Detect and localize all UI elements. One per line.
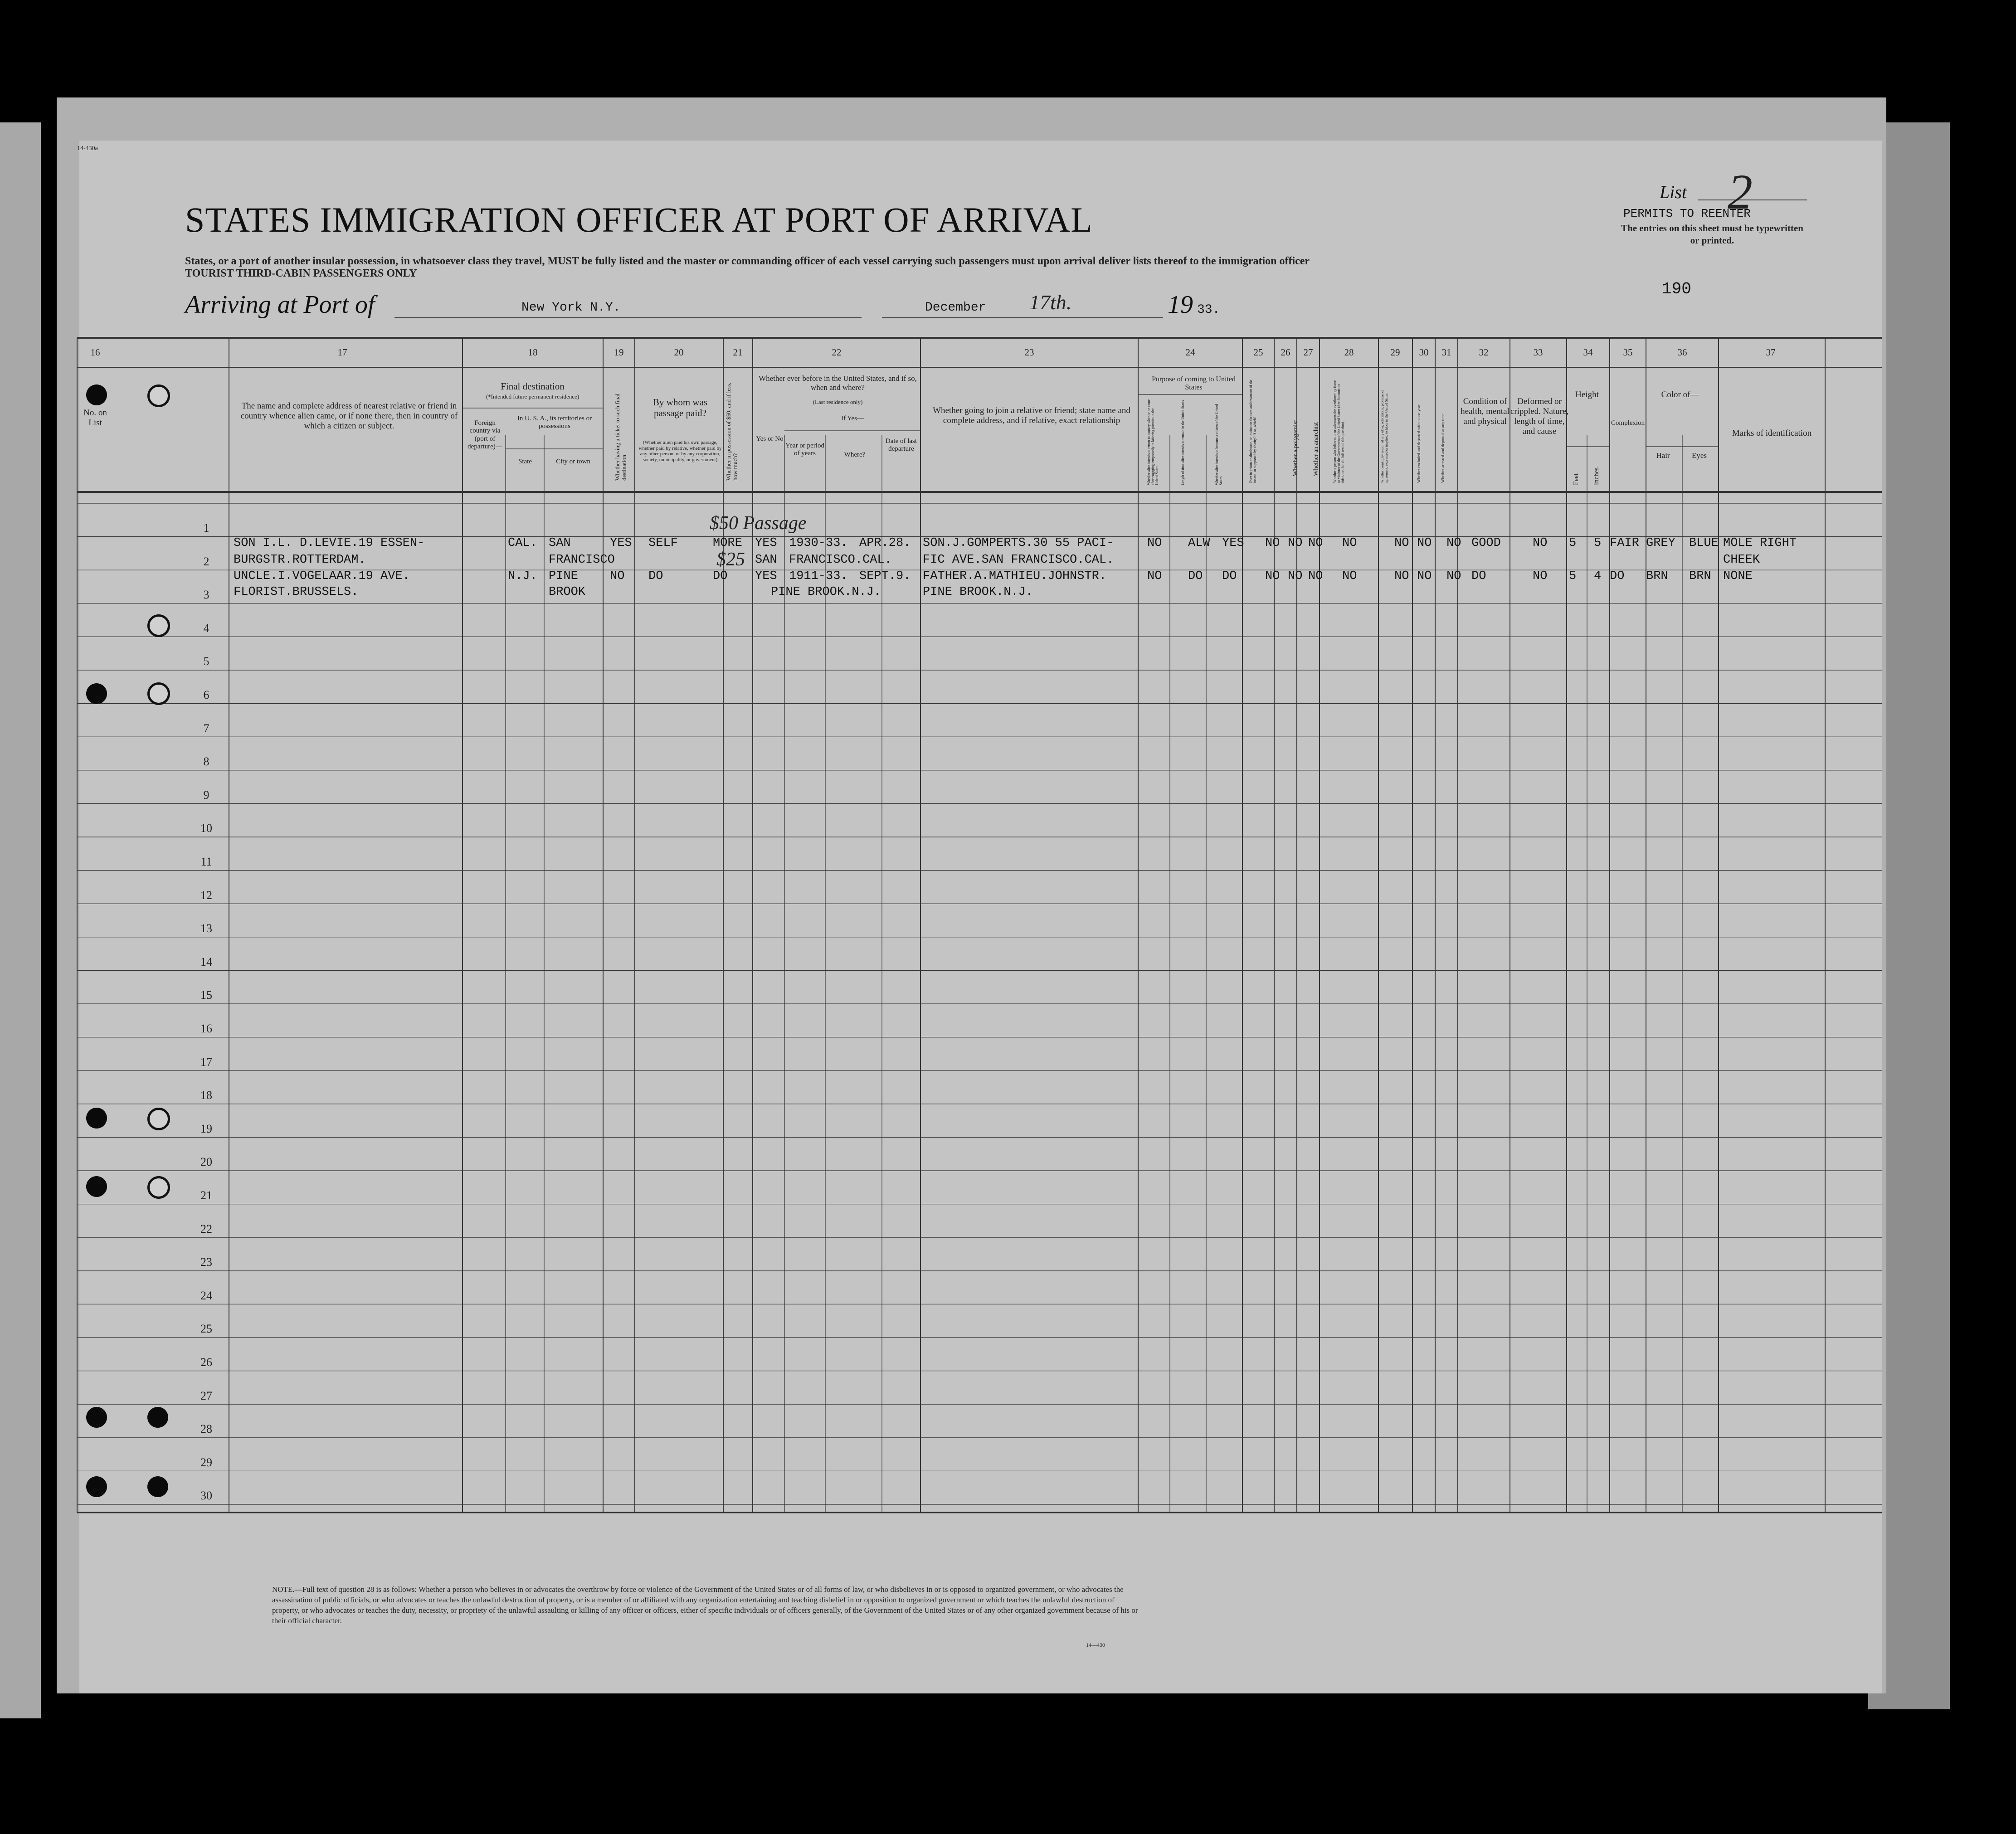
column-number: 36 [1677, 347, 1687, 358]
class-line: TOURIST THIRD-CABIN PASSENGERS ONLY [185, 268, 417, 279]
row-number: 28 [200, 1422, 212, 1436]
entry-c36-eyes: BRN [1689, 569, 1711, 583]
row-number: 18 [200, 1089, 212, 1102]
col36-header: Color of— [1661, 390, 1699, 399]
entry-c22-date: SEPT.9. [859, 569, 911, 583]
row-number: 9 [203, 788, 209, 802]
binder-hole-ring [147, 1176, 170, 1199]
page-stamp: 190 [1662, 280, 1691, 298]
entry-c17: FLORIST.BRUSSELS. [234, 585, 359, 599]
column-number: 26 [1281, 347, 1290, 358]
entry-c32: GOOD [1471, 536, 1501, 550]
row-number: 23 [200, 1255, 212, 1269]
col35-header: Complexion [1611, 419, 1645, 427]
row-number: 22 [200, 1222, 212, 1236]
entry-c27: NO [1308, 536, 1323, 550]
entry-c18-city: SAN [549, 536, 571, 550]
row-number: 21 [200, 1189, 212, 1202]
row-number: 4 [203, 621, 209, 635]
entry-c19: YES [610, 536, 632, 550]
row-number: 16 [200, 1022, 212, 1035]
entry-c18-city: PINE [549, 569, 578, 583]
col18-subheader: (*Intended future permanent residence) [486, 393, 579, 400]
column-number: 31 [1441, 347, 1451, 358]
entry-c23: FATHER.A.MATHIEU.JOHNSTR. [923, 569, 1107, 583]
col17-header: The name and complete address of nearest relative or friend in country whence alien came, or if none there, then in country of which a citizen or subject. [240, 401, 458, 431]
entry-c30: NO [1417, 536, 1432, 550]
typewritten-instructions: The entries on this sheet must be typewritten or printed. [1621, 223, 1803, 246]
col22-date-header: Date of last departure [885, 438, 917, 453]
list-label: List [1660, 182, 1687, 202]
col18-usa-header: In U. S. A., its territories or possessions [517, 415, 592, 430]
entry-c31: NO [1446, 569, 1461, 583]
entry-c36-hair: GREY [1646, 536, 1675, 550]
entry-c26: NO [1288, 536, 1303, 550]
entry-c34-in: 4 [1594, 569, 1602, 583]
page-title: STATES IMMIGRATION OFFICER AT PORT OF ARRIVAL [185, 200, 1093, 239]
entry-c22-years: PINE BROOK.N.J. [771, 585, 881, 599]
entry-c17: UNCLE.I.VOGELAAR.19 AVE. [234, 569, 410, 583]
col34-inches-header: Inches [1593, 467, 1600, 485]
entry-c18-state: CAL. [508, 536, 537, 550]
entry-c27: NO [1308, 569, 1323, 583]
entry-c28: NO [1342, 569, 1357, 583]
footer-form-code: 14—430 [1086, 1642, 1105, 1648]
col34-header: Height [1575, 390, 1599, 399]
column-number: 16 [90, 347, 100, 358]
binder-hole [86, 1407, 107, 1428]
binder-hole-ring [147, 384, 170, 407]
binder-hole [86, 1176, 107, 1197]
entry-c24-a: NO [1147, 536, 1162, 550]
handwritten-amount-note: $25 [716, 549, 745, 570]
row-number: 17 [200, 1055, 212, 1069]
entry-c18-city: FRANCISCO [549, 553, 615, 567]
entry-c35: FAIR [1610, 536, 1639, 550]
entry-c26: NO [1288, 569, 1303, 583]
entry-c22-yn: YES [755, 569, 777, 583]
entry-c29: NO [1394, 536, 1409, 550]
page-subtitle: States, or a port of another insular possession, in whatsoever class they travel, MUST be fully listed and the master or commanding officer of each vessel carrying such passengers must upon arrival deliver lists thereof to the immigration officer [185, 255, 1310, 267]
row-number: 6 [203, 688, 209, 701]
col25-header: Ever in prison or almshouse, or institution for care and treatment of the insane, or supported by charity? If so, which? [1249, 379, 1257, 483]
col18-city-header: City or town [556, 458, 590, 465]
entry-c22-years: 1930-33. [789, 536, 848, 550]
row-number: 20 [200, 1155, 212, 1169]
entry-c22-yn: SAN [755, 553, 777, 567]
col20-header: By whom was passage paid? [653, 397, 708, 419]
entry-c23: PINE BROOK.N.J. [923, 585, 1033, 599]
entry-c24-b: ALW [1188, 536, 1210, 550]
col24-return-header: Whether alien intends to return to country whence he came after engaging temporarily in laboring pursuits in the United States [1147, 399, 1159, 485]
entry-c20: SELF [648, 536, 678, 550]
row-number: 12 [200, 888, 212, 902]
entry-c36-eyes: BLUE [1689, 536, 1719, 550]
entry-c22-yn: YES [755, 536, 777, 550]
entry-c37: MOLE RIGHT [1723, 536, 1797, 550]
entry-c23: FIC AVE.SAN FRANCISCO.CAL. [923, 553, 1114, 567]
col36-hair-header: Hair [1656, 451, 1670, 460]
col23-header: Whether going to join a relative or friend; state name and complete address, and if relative, exact relationship [933, 406, 1130, 425]
col20-subheader: (Whether alien paid his own passage, whether paid by relative, whether paid by any other person, or by any corporation, society, municipality, or government) [638, 440, 722, 462]
row-number: 3 [203, 588, 209, 602]
row-number: 15 [200, 988, 212, 1002]
permits-label: PERMITS TO REENTER [1623, 207, 1751, 220]
entry-c24-c: DO [1222, 569, 1237, 583]
row-number: 1 [203, 521, 209, 535]
arrival-month: December [925, 301, 986, 315]
column-number: 34 [1583, 347, 1593, 358]
entry-c33: NO [1533, 536, 1548, 550]
entry-c17: SON I.L. D.LEVIE.19 ESSEN- [234, 536, 425, 550]
col30-header: Whether excluded and deported within one year [1417, 404, 1421, 483]
column-number: 20 [674, 347, 684, 358]
col22-years-header: Year or period of years [785, 442, 824, 457]
entry-c28: NO [1342, 536, 1357, 550]
col28-header: Whether a person who believes in or advocates the overthrow by force or violence of the Government of the United States (See footnote on this sheet for the full text of this question) [1333, 380, 1345, 483]
binder-hole [86, 1108, 107, 1129]
column-number: 33 [1533, 347, 1543, 358]
row-number: 30 [200, 1489, 212, 1503]
column-number: 21 [733, 347, 743, 358]
col22-subheader: (Last residence only) [813, 399, 863, 405]
list-number: 2 [1728, 164, 1753, 219]
binder-hole-ring [147, 682, 170, 705]
entry-c22-years: 1911-33. [789, 569, 848, 583]
col22-where-header: Where? [844, 451, 866, 458]
row-number: 26 [200, 1356, 212, 1369]
col18-state-header: State [518, 458, 532, 465]
entry-c24-a: NO [1147, 569, 1162, 583]
entry-c29: NO [1394, 569, 1409, 583]
binder-hole [86, 1476, 107, 1497]
entry-c17: BURGSTR.ROTTERDAM. [234, 553, 366, 567]
arrival-day: 17th. [1029, 291, 1072, 314]
entry-c37: NONE [1723, 569, 1753, 583]
row-number: 5 [203, 655, 209, 668]
entry-c23: SON.J.GOMPERTS.30 55 PACI- [923, 536, 1114, 550]
row-number: 10 [200, 822, 212, 835]
row-number: 27 [200, 1389, 212, 1402]
column-number: 29 [1390, 347, 1400, 358]
entry-c36-hair: BRN [1646, 569, 1668, 583]
entry-c25: NO [1265, 536, 1280, 550]
entry-c33: NO [1533, 569, 1548, 583]
row-number: 13 [200, 922, 212, 935]
col27-header: Whether an anarchist [1313, 422, 1320, 476]
entry-c22-years: FRANCISCO.CAL. [789, 553, 892, 567]
binder-hole-ring [147, 1108, 170, 1130]
entry-c34-in: 5 [1594, 536, 1602, 550]
entry-c24-c: YES [1222, 536, 1244, 550]
col-no-on-list-header: No. on List [83, 408, 107, 428]
entry-c18-state: N.J. [508, 569, 537, 583]
entry-c21: DO [713, 569, 728, 583]
column-number: 19 [614, 347, 624, 358]
col24-length-header: Length of time alien intends to remain in the United States [1181, 400, 1185, 485]
column-number: 18 [528, 347, 538, 358]
col22-ifyes-header: If Yes— [841, 415, 864, 422]
entry-c31: NO [1446, 536, 1461, 550]
col24-header: Purpose of coming to United States [1152, 375, 1236, 392]
col31-header: Whether arrested and deported at any time [1441, 414, 1445, 483]
col34-feet-header: Feet [1573, 473, 1580, 485]
column-number: 28 [1344, 347, 1354, 358]
col29-header: Whether coming by reason of any offer, solicitation, promise, or agreement, expressed or implied, to labor in the United States [1380, 389, 1388, 483]
binder-hole-ring [147, 614, 170, 637]
arrival-port: New York N.Y. [521, 301, 621, 315]
column-number: 22 [832, 347, 842, 358]
col33-header: Deformed or crippled. Nature, length of time, and cause [1510, 397, 1569, 436]
column-number: 24 [1185, 347, 1195, 358]
year-prefix: 19 [1168, 291, 1193, 319]
row-number: 25 [200, 1322, 212, 1336]
entry-c20: DO [648, 569, 663, 583]
row-number: 19 [200, 1122, 212, 1135]
entry-c30: NO [1417, 569, 1432, 583]
entry-c37: CHEEK [1723, 553, 1760, 567]
arriving-label: Arriving at Port of [185, 291, 375, 319]
entry-c24-b: DO [1188, 569, 1203, 583]
binder-hole [86, 683, 107, 704]
entry-c34-ft: 5 [1569, 569, 1577, 583]
row-number: 7 [203, 721, 209, 735]
col18-header: Final destination [501, 381, 565, 392]
binder-hole [147, 1476, 168, 1497]
column-number: 25 [1253, 347, 1263, 358]
column-number: 32 [1479, 347, 1489, 358]
entry-c35: DO [1610, 569, 1625, 583]
col22-yesno-header: Yes or No [756, 435, 784, 443]
year-suffix: 33. [1197, 303, 1220, 317]
column-number: 17 [337, 347, 347, 358]
binder-hole [147, 1407, 168, 1428]
column-number: 37 [1766, 347, 1776, 358]
entry-c21: MORE [713, 536, 742, 550]
handwritten-passage-note: $50 Passage [710, 513, 807, 534]
row-number: 14 [200, 955, 212, 968]
column-number: 23 [1024, 347, 1034, 358]
col24-citizen-header: Whether alien intends to become a citizen of the United States [1215, 404, 1223, 485]
col26-header: Whether a polygamist [1292, 420, 1299, 476]
col32-header: Condition of health, mental and physical [1461, 397, 1510, 426]
entry-c19: NO [610, 569, 625, 583]
col18-foreign-header: Foreign country via (port of departure)— [467, 419, 502, 450]
entry-c18-city: BROOK [549, 585, 586, 599]
col22-header: Whether ever before in the United States, and if so, when and where? [759, 374, 917, 392]
entry-c32: DO [1471, 569, 1486, 583]
entry-c22-date: APR.28. [859, 536, 911, 550]
row-number: 29 [200, 1455, 212, 1469]
col19-header: Whether having a ticket to such final destination [614, 393, 628, 481]
row-number: 2 [203, 555, 209, 568]
footnote-question-28: NOTE.—Full text of question 28 is as follows: Whether a person who believes in or advocates the overthrow by force or violence of the Government of the United States or of all forms of law, or who disbelieves in or is opposed to organized government, or who advocates the assassination of public officials, or who advocates or teaches the unlawful destruction of property, or is a member of or affiliated with any organization entertaining and teaching disbelief in or opposition to organized government or which teaches the unlawful destruction of property, or who advocates or teaches the duty, necessity, or propriety of the unlawful assaulting or killing of any officer or officers, either of specific individuals or of officers generally, of the Government of the United States or of any other organized government because of his or their official character. [272, 1585, 1138, 1625]
column-number: 30 [1419, 347, 1429, 358]
binder-hole [86, 384, 107, 405]
row-number: 8 [203, 755, 209, 769]
col21-header: Whether in possession of $50, and if less, how much? [725, 382, 739, 481]
col36-eyes-header: Eyes [1691, 451, 1707, 460]
entry-c25: NO [1265, 569, 1280, 583]
column-number: 35 [1623, 347, 1633, 358]
form-code-top: 14-430a [77, 145, 98, 152]
col37-header: Marks of identification [1732, 428, 1812, 438]
row-number: 24 [200, 1289, 212, 1302]
column-number: 27 [1303, 347, 1313, 358]
row-number: 11 [200, 855, 212, 868]
entry-c34-ft: 5 [1569, 536, 1577, 550]
